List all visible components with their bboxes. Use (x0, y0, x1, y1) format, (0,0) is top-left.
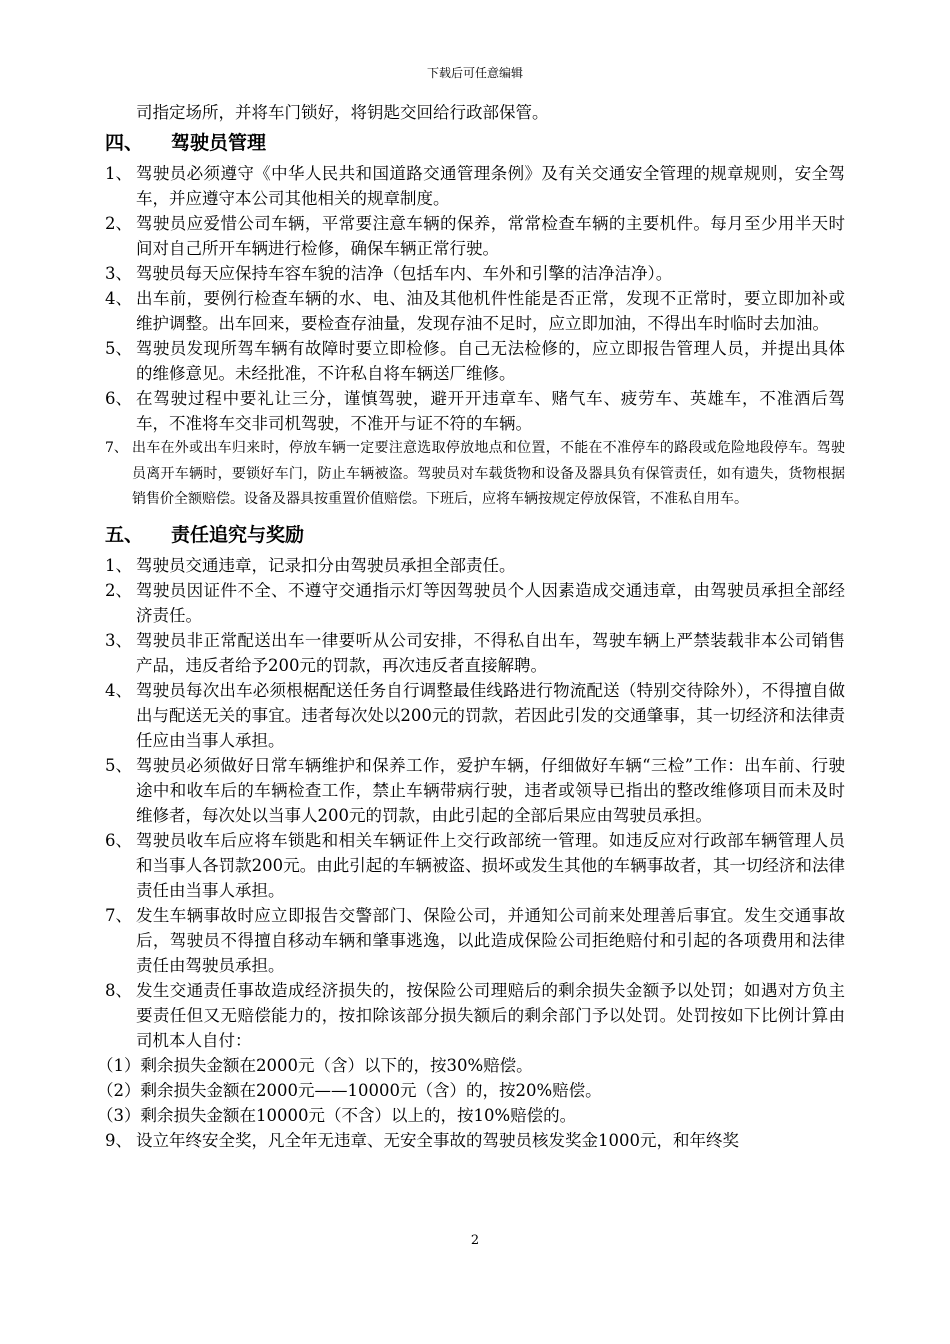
list-item-text: 设立年终安全奖，凡全年无违章、无安全事故的驾驶员核发奖金1000元，和年终奖 (136, 1130, 739, 1150)
list-item (105, 1128, 845, 1153)
penalty-sub-item: （2）剩余损失金额在2000元——10000元（含）的，按20%赔偿。 (97, 1080, 602, 1100)
list-item (105, 903, 845, 978)
section-5-number: 五、 (105, 523, 144, 546)
list-item (105, 678, 845, 753)
list-item-number: 6、 (105, 389, 132, 408)
list-item-text: 发生车辆事故时应立即报告交警部门、保险公司，并通知公司前来处理善后事宜。发生交通事故后，驾驶员不得擅自移动车辆和肇事逃逸，以此造成保险公司拒绝赔付和引起的各项费用和法律责任由驾驶员承担。 (136, 905, 845, 975)
list-item-number: 9、 (105, 1130, 132, 1150)
list-item (105, 386, 845, 436)
list-item-number: 4、 (105, 680, 132, 700)
list-item-text: 出车前，要例行检查车辆的水、电、油及其他机件性能是否正常，发现不正常时，要立即加补或维护调整。出车回来，要检查存油量，发现存油不足时，应立即加油，不得出车时临时去加油。 (136, 289, 845, 333)
list-item-number: 5、 (105, 339, 132, 358)
section-5-heading (105, 517, 845, 553)
list-item (105, 436, 845, 513)
section-5-list (105, 553, 845, 1053)
section-4-list (105, 161, 845, 513)
penalty-sub-list (97, 1053, 845, 1128)
list-item-number: 5、 (105, 755, 132, 775)
list-item-text: 出车在外或出车归来时，停放车辆一定要注意选取停放地点和位置，不能在不准停车的路段或危险地段停车。驾驶员离开车辆时，要锁好车门，防止车辆被盗。驾驶员对车载货物和设备及器具负有保管责任，如有遗失，货物根据销售价全额赔偿。设备及器具按重置价值赔偿。下班后，应将车辆按规定停放保管，不准私自用车。 (132, 440, 845, 507)
list-item (105, 261, 845, 286)
list-item-text: 驾驶员必须做好日常车辆维护和保养工作，爱护车辆，仔细做好车辆“三检”工作：出车前、行驶途中和收车后的车辆检查工作，禁止车辆带病行驶，违者或领导已指出的整改维修项目而未及时维修者，每次处以当事人200元的罚款，由此引起的全部后果应由驾驶员承担。 (136, 755, 845, 825)
page-number: 2 (470, 1233, 480, 1248)
list-item-number: 4、 (105, 289, 132, 308)
list-item-number: 8、 (105, 980, 132, 1000)
list-item (105, 628, 845, 678)
section-5-title: 责任追究与奖励 (171, 523, 305, 546)
list-item-number: 2、 (105, 580, 132, 600)
section-4-number: 四、 (105, 132, 144, 154)
list-item (105, 161, 845, 211)
list-item-text: 驾驶员交通违章，记录扣分由驾驶员承担全部责任。 (136, 555, 516, 575)
list-item-number: 3、 (105, 630, 132, 650)
list-item-number: 6、 (105, 830, 132, 850)
list-item-text: 驾驶员非正常配送出车一律要听从公司安排，不得私自出车，驾驶车辆上严禁装载非本公司销售产品，违反者给予200元的罚款，再次违反者直接解聘。 (136, 630, 845, 675)
list-item-text: 发生交通责任事故造成经济损失的，按保险公司理赔后的剩余损失金额予以处罚；如遇对方负主要责任但又无赔偿能力的，按扣除该部分损失额后的剩余部门予以处罚。处罚按如下比例计算由司机本人自付： (136, 980, 845, 1050)
list-item (105, 553, 845, 578)
list-item-number: 2、 (105, 214, 132, 233)
section-4-title: 驾驶员管理 (171, 132, 267, 154)
list-item-text: 驾驶员必须遵守《中华人民共和国道路交通管理条例》及有关交通安全管理的规章规则，安全驾车，并应遵守本公司其他相关的规章制度。 (136, 164, 845, 208)
section-4-heading (105, 125, 845, 161)
list-item (105, 336, 845, 386)
list-item-number: 7、 (105, 905, 132, 925)
page-header: 下载后可任意编辑 (426, 66, 523, 80)
penalty-sub-item: （1）剩余损失金额在2000元（含）以下的，按30%赔偿。 (97, 1055, 533, 1075)
intro-continuation: 司指定场所，并将车门锁好，将钥匙交回给行政部保管。 (136, 103, 549, 122)
list-item-text: 驾驶员应爱惜公司车辆，平常要注意车辆的保养，常常检查车辆的主要机件。每月至少用半天时间对自己所开车辆进行检修，确保车辆正常行驶。 (136, 214, 845, 258)
list-item-number: 7、 (105, 440, 128, 456)
list-item (105, 828, 845, 903)
document-body (97, 100, 845, 1153)
list-item (105, 578, 845, 628)
list-item-text: 驾驶员发现所驾车辆有故障时要立即检修。自己无法检修的，应立即报告管理人员，并提出具体的维修意见。未经批准，不许私自将车辆送厂维修。 (136, 339, 845, 383)
list-item-number: 1、 (105, 164, 132, 183)
list-item (105, 211, 845, 261)
list-item-text: 驾驶员收车后应将车锁匙和相关车辆证件上交行政部统一管理。如违反应对行政部车辆管理人员和当事人各罚款200元。由此引起的车辆被盗、损坏或发生其他的车辆事故者，其一切经济和法律责任由当事人承担。 (136, 830, 845, 900)
penalty-sub-item: （3）剩余损失金额在10000元（不含）以上的，按10%赔偿的。 (97, 1105, 577, 1125)
list-item (105, 753, 845, 828)
list-item-number: 3、 (105, 264, 132, 283)
list-item-number: 1、 (105, 555, 132, 575)
list-item-text: 驾驶员因证件不全、不遵守交通指示灯等因驾驶员个人因素造成交通违章，由驾驶员承担全部经济责任。 (136, 580, 845, 625)
list-item (105, 286, 845, 336)
list-item (105, 978, 845, 1053)
list-item-text: 驾驶员每天应保持车容车貌的洁净（包括车内、车外和引擎的洁净洁净）。 (136, 264, 673, 283)
list-item-text: 驾驶员每次出车必须根椐配送任务自行调整最佳线路进行物流配送（特别交待除外），不得擅自做出与配送无关的事宜。违者每次处以200元的罚款，若因此引发的交通肇事，其一切经济和法律责任应由当事人承担。 (136, 680, 845, 750)
list-item-text: 在驾驶过程中要礼让三分，谨慎驾驶，避开开违章车、赌气车、疲劳车、英雄车，不准酒后驾车，不准将车交非司机驾驶，不准开与证不符的车辆。 (136, 389, 845, 433)
